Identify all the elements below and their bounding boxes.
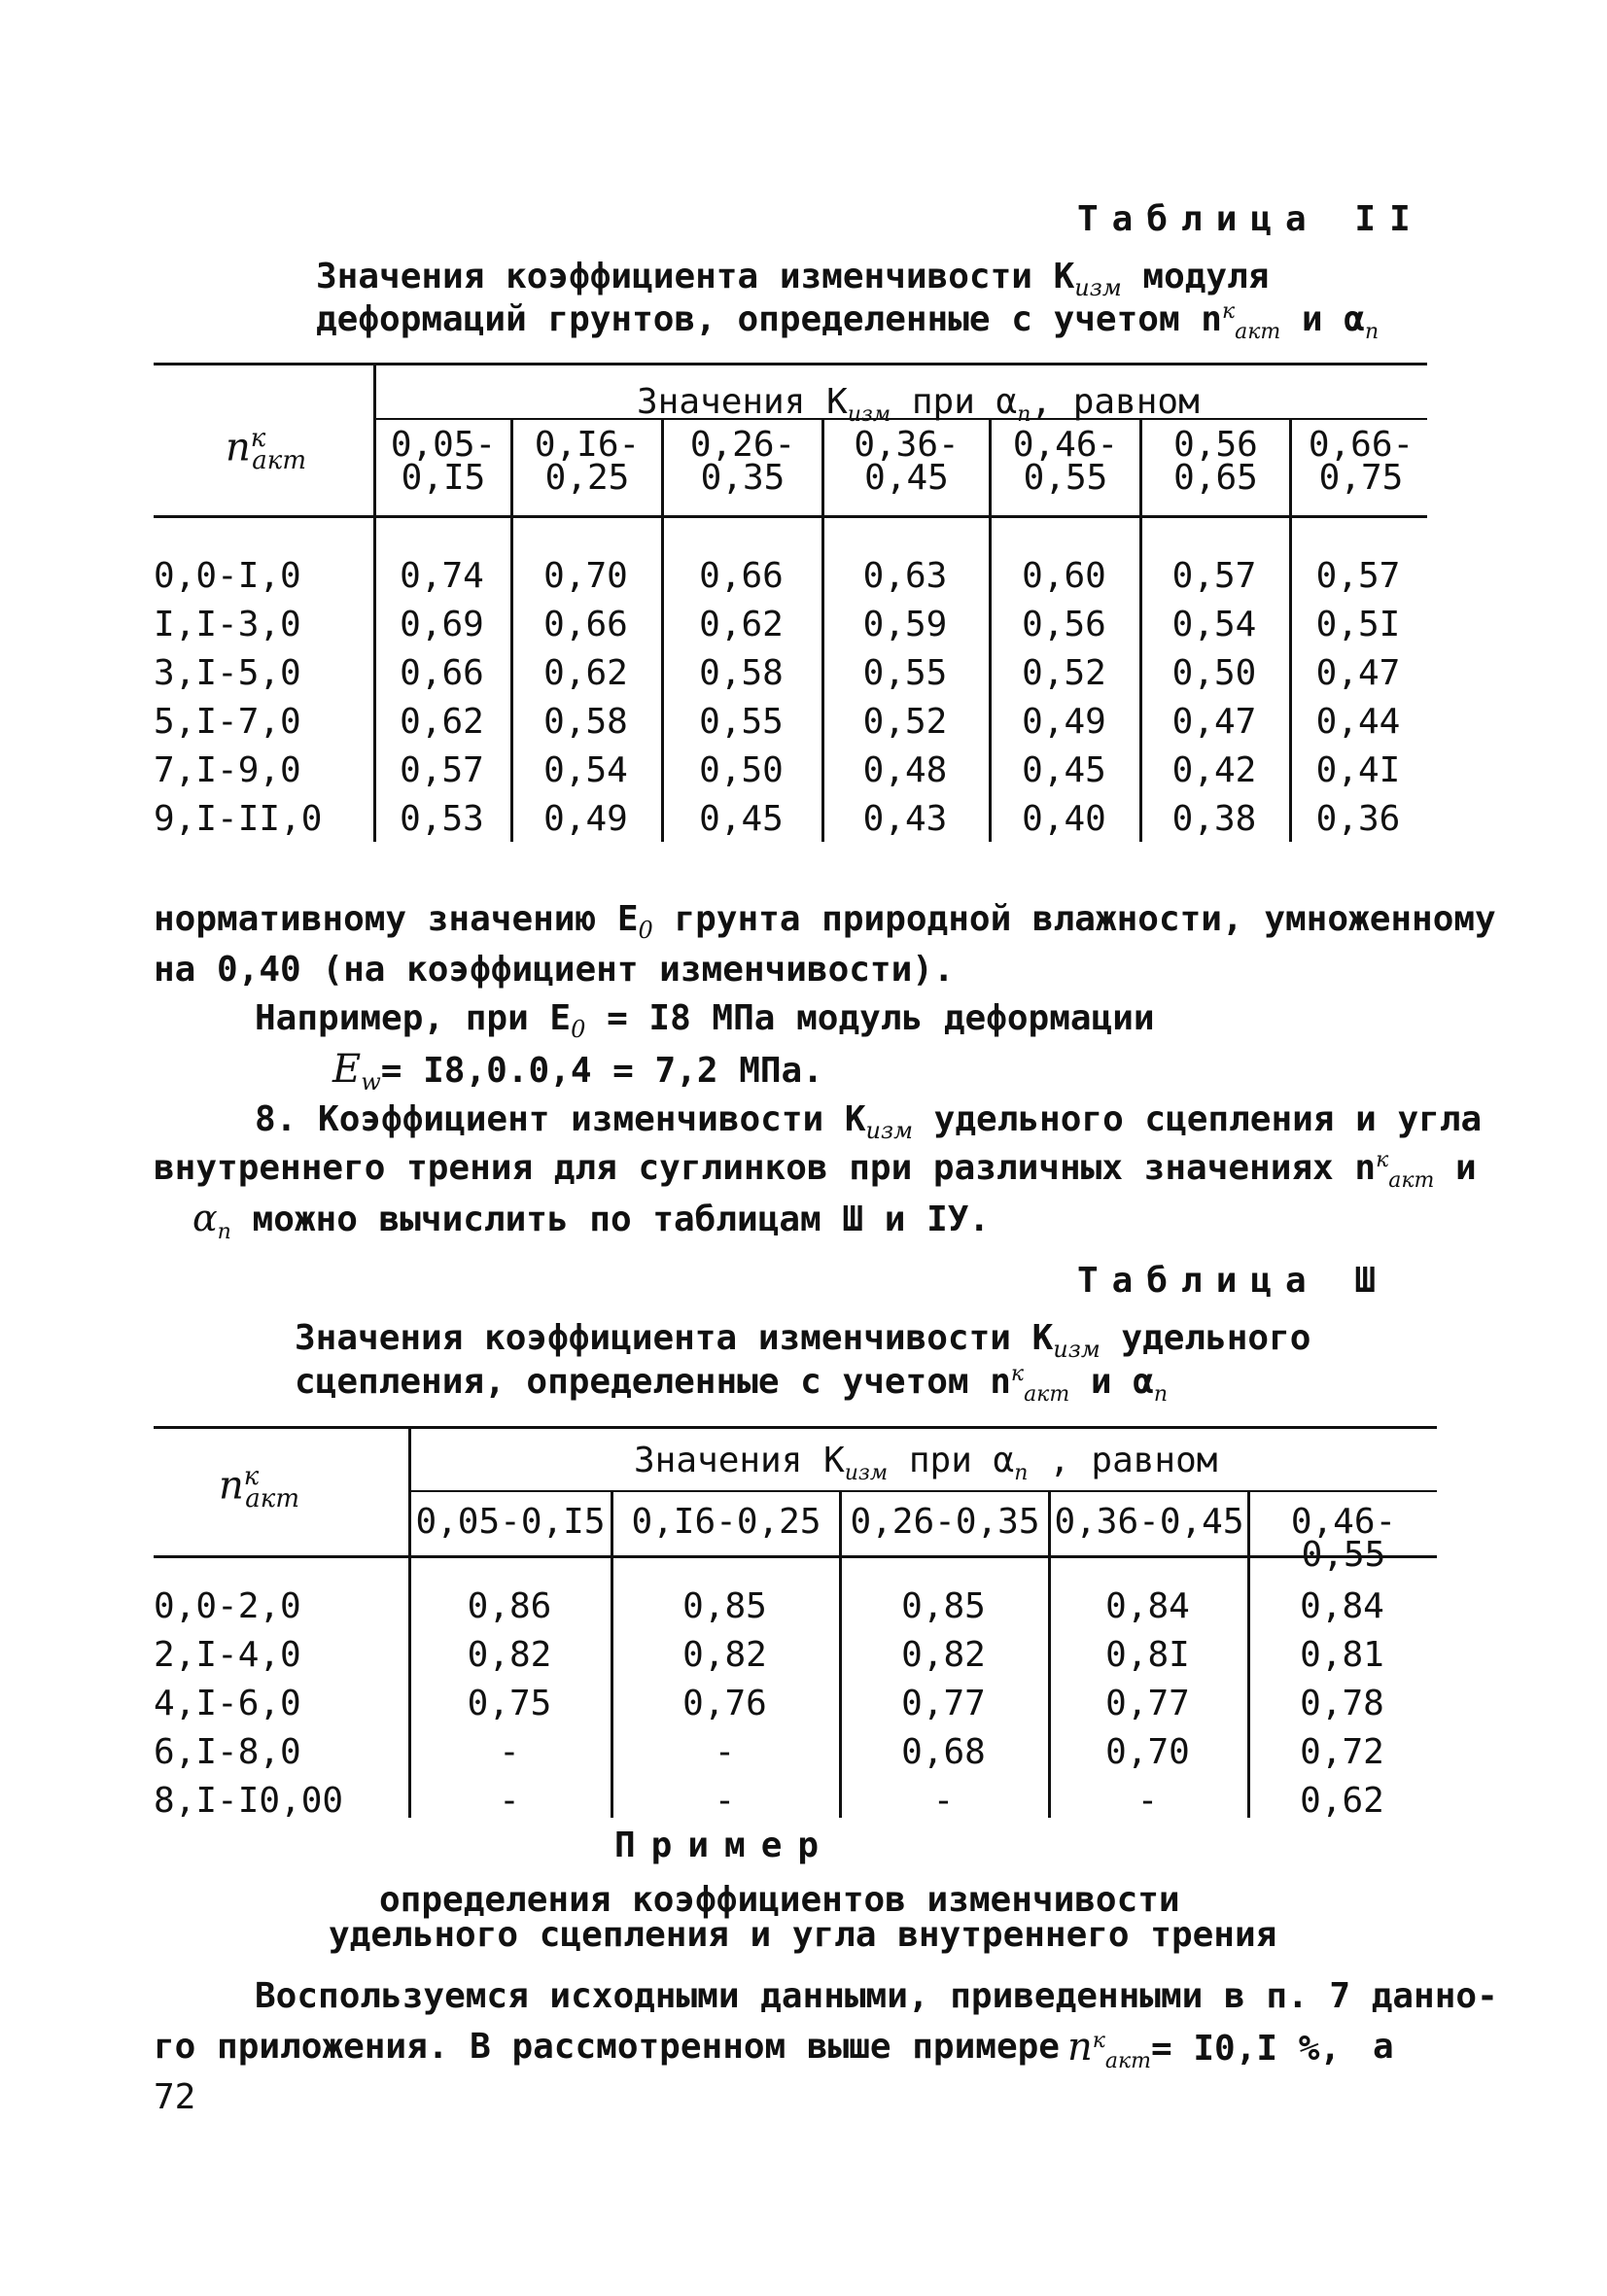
table-row: 5,I-7,0 0,62 0,58 0,55 0,52 0,49 0,47 0,44 xyxy=(154,701,1401,742)
paragraph-line: Воспользуемся исходными данными, приведенными в п. 7 данно- xyxy=(255,1976,1498,2016)
paragraph-line: нормативному значению $E_0$ грунта природной влажности, умноженному xyxy=(154,899,1496,945)
table3-title-line2: сцепления, определенные с учетом $n^к_{акт}$ и $\alpha_п$ xyxy=(295,1362,1169,1408)
table2-column-header: 0,I6- 0,25 xyxy=(534,425,641,498)
example-subtitle-line2: удельного сцепления и угла внутреннего трения xyxy=(329,1915,1277,1955)
table2-span-header: Значения $K_{изм}$ при $\alpha_п$, равном xyxy=(637,382,1200,428)
table3-column-header: 0,46-0,55 xyxy=(1290,1502,1397,1575)
table2-column-header: 0,66- 0,75 xyxy=(1308,425,1415,498)
table3-title-line1: Значения коэффициента изменчивости $K_{изм}$ удельного xyxy=(295,1318,1311,1364)
example-subtitle-line1: определения коэффициентов изменчивости xyxy=(379,1880,1180,1920)
paragraph-line: го приложения. В рассмотренном выше примере xyxy=(154,2027,1060,2067)
table3-top-rule xyxy=(154,1426,1437,1429)
table3-caption: Таблица Ш xyxy=(1077,1261,1390,1301)
table3-column-header: 0,05-0,I5 xyxy=(415,1502,606,1542)
table2-row-header: $n^к_{акт}$ xyxy=(226,424,306,476)
table-row: 7,I-9,0 0,57 0,54 0,50 0,48 0,45 0,42 0,4I xyxy=(154,749,1401,790)
table-row: 0,0-I,0 0,74 0,70 0,66 0,63 0,60 0,57 0,57 xyxy=(154,555,1401,596)
paragraph-line: а xyxy=(1373,2027,1394,2067)
table-row: 3,I-5,0 0,66 0,62 0,58 0,55 0,52 0,50 0,47 xyxy=(154,652,1401,693)
paragraph-line: внутреннего трения для суглинков при различных значениях $n^к_{акт}$ и xyxy=(154,1148,1477,1194)
table2-column-header: 0,56 0,65 xyxy=(1173,425,1258,498)
table-row: 8,I-I0,00 - - - - 0,62 xyxy=(154,1780,1384,1821)
table2-body xyxy=(154,551,1427,843)
table2-caption: Таблица II xyxy=(1077,199,1424,239)
table3-subheader-rule xyxy=(408,1490,1437,1492)
table3-column-header: 0,36-0,45 xyxy=(1054,1502,1244,1542)
table2-column-header: 0,36- 0,45 xyxy=(854,425,960,498)
table3-row-header: $n^к_{акт}$ xyxy=(219,1462,299,1514)
table2-header-bottom-rule xyxy=(154,515,1427,518)
table-row: 9,I-II,0 0,53 0,49 0,45 0,43 0,40 0,38 0,36 xyxy=(154,798,1401,839)
table2-title-line2: деформаций грунтов, определенные с учетом $n^к_{акт}$ и $\alpha_п$ xyxy=(316,299,1380,345)
table3-span-header: Значения $K_{изм}$ при $\alpha_п$ , равном xyxy=(634,1441,1218,1486)
table3-body xyxy=(154,1582,1437,1825)
paragraph-line: Например, при $E_0 = I8$ МПа модуль деформации xyxy=(255,998,1155,1044)
paragraph-line: на 0,40 (на коэффициент изменчивости). xyxy=(154,950,955,990)
table2-column-header: 0,46- 0,55 xyxy=(1012,425,1119,498)
table-row: 0,0-2,0 0,86 0,85 0,85 0,84 0,84 xyxy=(154,1585,1384,1626)
table2-title-line1: Значения коэффициента изменчивости $K_{изм}$ модуля xyxy=(316,257,1270,302)
table-row: 6,I-8,0 - - 0,68 0,70 0,72 xyxy=(154,1731,1384,1772)
example-heading: Пример xyxy=(614,1826,835,1865)
paragraph-line: $n^к_{акт}= I0,I$ %, xyxy=(1067,2025,1342,2074)
table3-column-header: 0,I6-0,25 xyxy=(631,1502,821,1542)
paragraph-line: 8. Коэффициент изменчивости $K_{изм}$ удельного сцепления и угла xyxy=(255,1099,1483,1145)
table3-column-header: 0,26-0,35 xyxy=(850,1502,1040,1542)
page-number: 72 xyxy=(154,2077,196,2117)
table-row: I,I-3,0 0,69 0,66 0,62 0,59 0,56 0,54 0,5I xyxy=(154,604,1401,644)
table2-column-header: 0,05- 0,I5 xyxy=(390,425,497,498)
paragraph-line: $E_w= I8,0.0,4 = 7,2$ МПа. xyxy=(332,1047,823,1096)
table2-top-rule xyxy=(154,363,1427,365)
table2-column-header: 0,26- 0,35 xyxy=(689,425,796,498)
table-row: 4,I-6,0 0,75 0,76 0,77 0,77 0,78 xyxy=(154,1683,1384,1723)
paragraph-line: $\alpha_п$ можно вычислить по таблицам Ш и IУ. xyxy=(192,1197,991,1245)
table-row: 2,I-4,0 0,82 0,82 0,82 0,8I 0,81 xyxy=(154,1634,1384,1675)
table3-header-bottom-rule xyxy=(154,1555,1437,1558)
